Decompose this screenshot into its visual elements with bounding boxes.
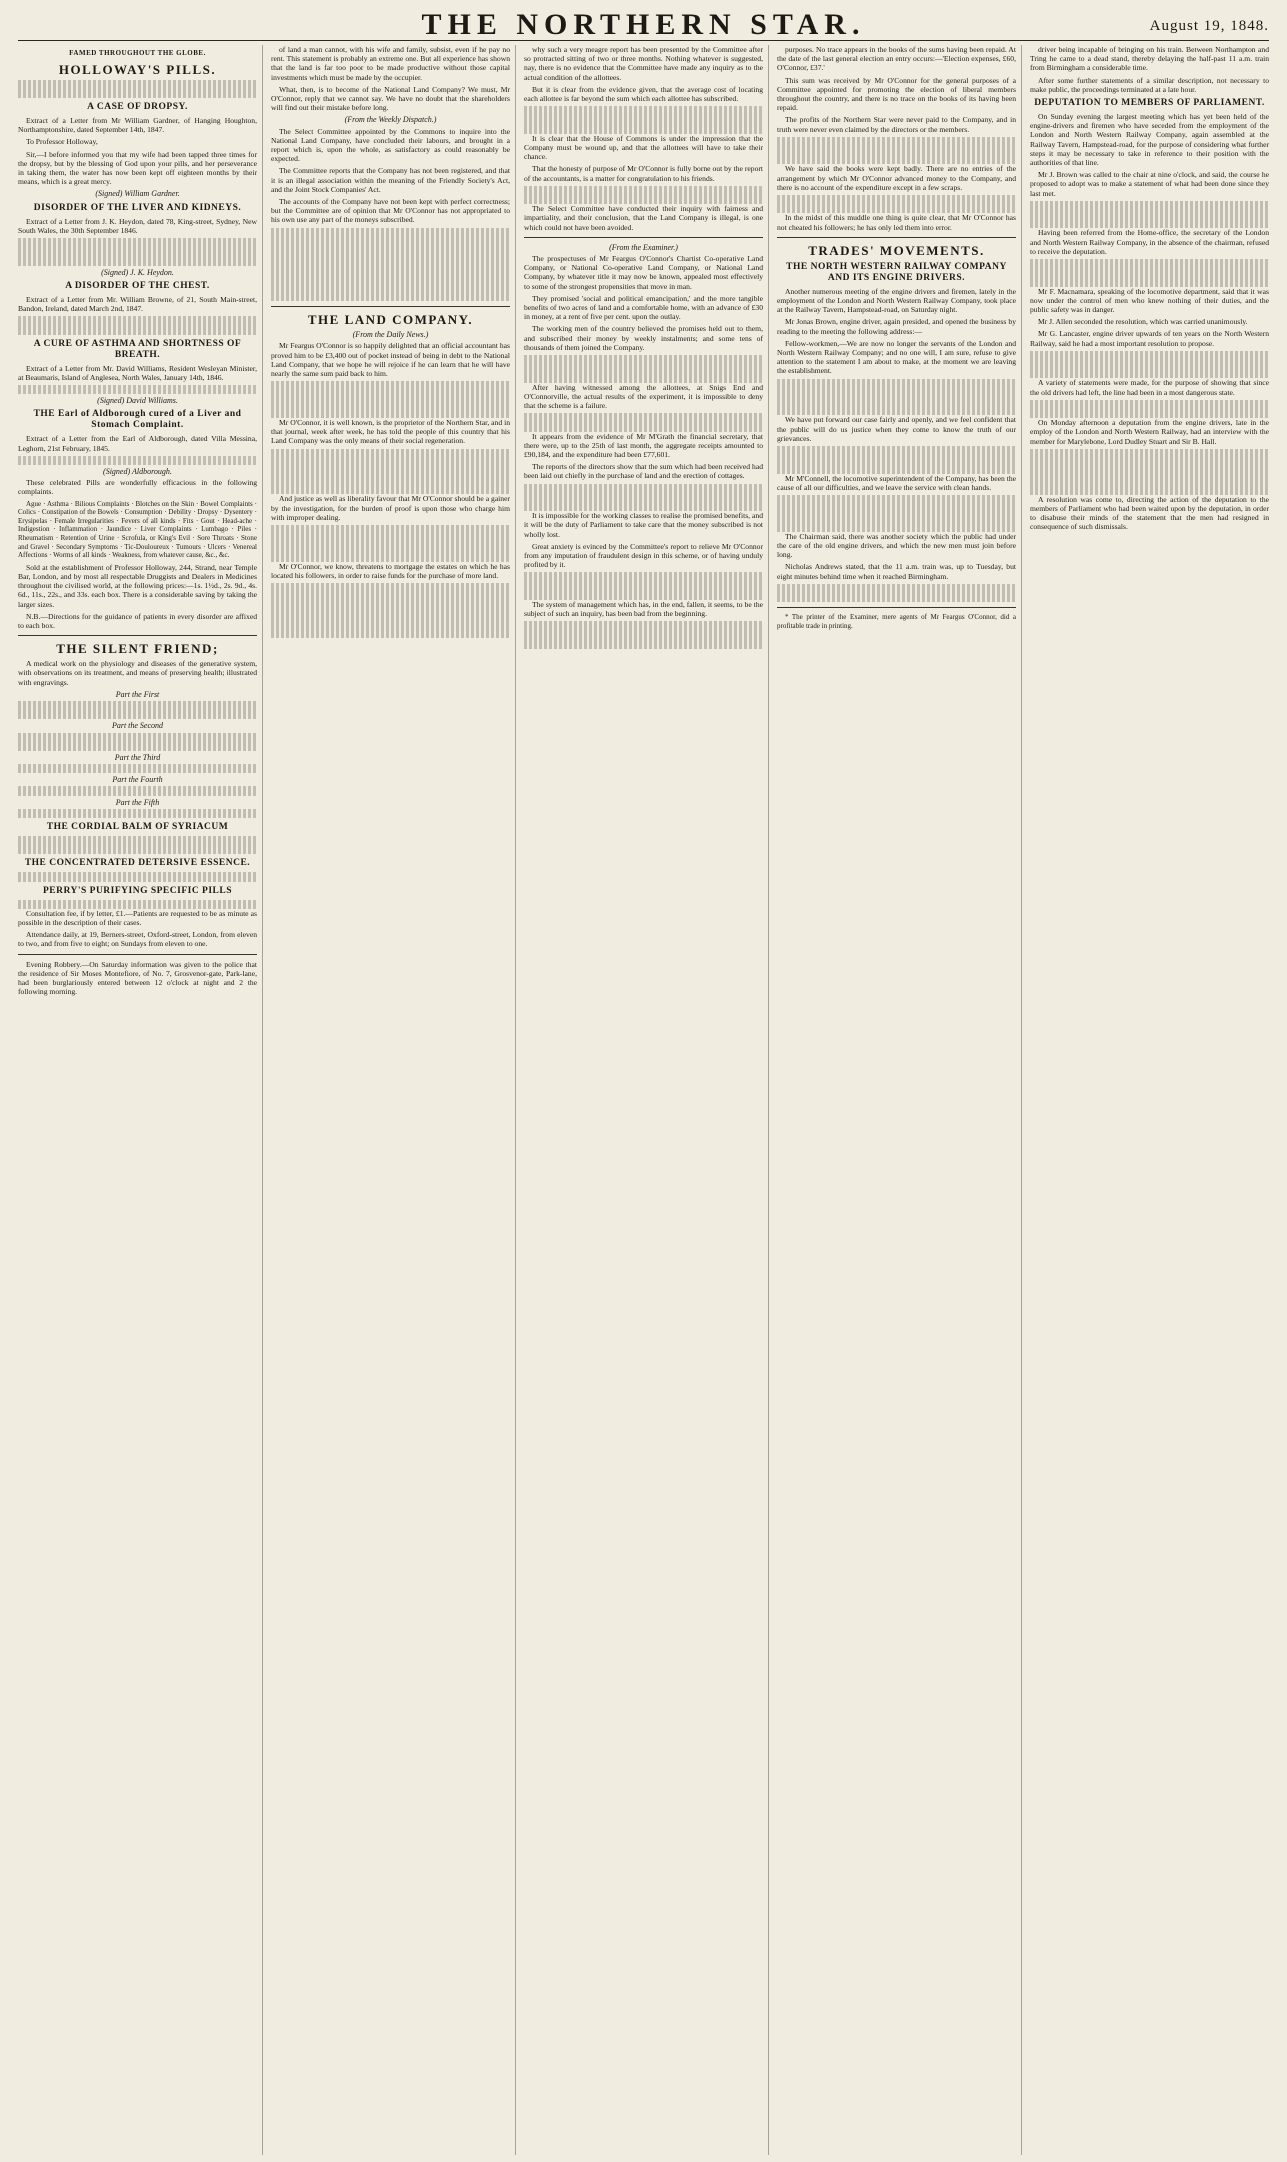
- column-4: [777, 45, 1022, 2155]
- paragraph: of land a man cannot, with his wife and family, subsist, even if he pay no rent. This statement is probably an extreme one. But all experience has shown that the land is far too poor to be made productive without those capital investments which must be made by the occupier.: [271, 45, 510, 82]
- section-heading: THE NORTH WESTERN RAILWAY COMPANY AND ITS ENGINE DRIVERS.: [786, 261, 1007, 283]
- illegible-text: [271, 390, 510, 399]
- part-heading: Part the Second: [111, 721, 164, 731]
- illegible-text: [271, 620, 510, 629]
- illegible-text: [271, 400, 510, 409]
- issue-date: August 19, 1848.: [1149, 18, 1269, 34]
- paragraph: The Chairman said, there was another society which the public had under the care of the old engine drivers, and which the new men must join before long.: [777, 531, 1016, 560]
- illegible-text: [524, 373, 763, 382]
- illegible-text: [18, 80, 257, 89]
- source-line: (From the Weekly Dispatch.): [344, 115, 437, 125]
- section-heading: PERRY'S PURIFYING SPECIFIC PILLS: [42, 885, 233, 896]
- illegible-text: [18, 872, 257, 881]
- illegible-text: [1030, 409, 1269, 418]
- paragraph: Extract of a Letter from Mr. David Williams, Resident Wesleyan Minister, at Beaumaris, Island of Anglesea, North Wales, January 14th, 1846.: [18, 363, 257, 382]
- divider: [18, 954, 257, 955]
- illegible-text: [1030, 277, 1269, 286]
- paragraph: That the honesty of purpose of Mr O'Connor is fully borne out by the report of the accountants, is a matter for congratulation to his friends.: [524, 164, 763, 183]
- illegible-text: [18, 786, 257, 795]
- paragraph: Great anxiety is evinced by the Committee's report to relieve Mr O'Connor from any imputation of fraudulent design in this scheme, or of having unduly profited by it.: [524, 541, 763, 570]
- part-heading: Part the Fifth: [115, 797, 160, 807]
- illegible-text: [524, 422, 763, 431]
- paragraph: Attendance daily, at 19, Berners-street, Oxford-street, London, from eleven to two, and from five to eight; on Sundays from eleven to one.: [18, 930, 257, 949]
- paragraph: After having witnessed among the allottees, at Snigs End and O'Connorville, the actual results of the experiment, it is impossible to deny that the scheme is a failure.: [524, 382, 763, 410]
- paragraph: And justice as well as liberality favour that Mr O'Connor should be a gainer by the investigation, for the burden of proof is upon those who charge him with improper dealing.: [271, 494, 510, 522]
- illegible-text: [1030, 400, 1269, 409]
- paragraph: Consultation fee, if by letter, £1.—Patients are requested to be as minute as possible in the description of their cases.: [18, 908, 257, 928]
- illegible-text: [777, 446, 1016, 455]
- illegible-text: [271, 583, 510, 592]
- illegible-text: [271, 292, 510, 301]
- illegible-text: [777, 204, 1016, 213]
- column-1: [18, 45, 263, 2155]
- section-heading: DEPUTATION TO MEMBERS OF PARLIAMENT.: [1034, 98, 1265, 109]
- illegible-text: [524, 413, 763, 422]
- illegible-text: [524, 502, 763, 511]
- illegible-text: [18, 256, 257, 265]
- section-heading: DISORDER OF THE LIVER AND KIDNEYS.: [33, 202, 242, 213]
- paragraph: Nicholas Andrews stated, that the 11 a.m. train was, up to Tuesday, but eight minutes behind time when it reached Birmingham.: [777, 562, 1016, 581]
- illegible-text: [524, 125, 763, 134]
- paragraph: why such a very meagre report has been presented by the Committee after so protracted sitting of two or three months. Nothing whatever is suggested, nay, there is no evidence that the Committee have made any inquiry as to the actual condition of the allottees.: [524, 45, 763, 82]
- paragraph: What, then, is to become of the National Land Company? We must, Mr O'Connor, reply that we cannot say. We have no doubt that the shareholders will find out their mistake before long.: [271, 84, 510, 113]
- part-heading: Part the First: [115, 689, 160, 699]
- column-3: [524, 45, 769, 2155]
- illegible-text: [1030, 201, 1269, 210]
- illegible-text: [524, 621, 763, 630]
- illegible-text: [271, 592, 510, 601]
- illegible-text: [271, 264, 510, 273]
- illegible-text: [18, 238, 257, 247]
- paragraph: A variety of statements were made, for the purpose of showing that since the old drivers had left, the line had been in a most dangerous state.: [1030, 378, 1269, 397]
- illegible-text: [777, 388, 1016, 397]
- illegible-text: [18, 89, 257, 98]
- illegible-text: [271, 409, 510, 418]
- paragraph: But it is clear from the evidence given, that the average cost of locating each allottee is far beyond the sum which each allottee has subscribed.: [524, 84, 763, 104]
- paragraph: This sum was received by Mr O'Connor for the general purposes of a Committee appointed for promoting the election of liberal members throughout the country, and there is no trace on the books of its having been repaid.: [777, 75, 1016, 113]
- holloway-title: HOLLOWAY'S PILLS.: [58, 61, 217, 77]
- paragraph: Extract of a Letter from Mr. William Browne, of 21, South Main-street, Bandon, Ireland, dated March 2nd, 1847.: [18, 294, 257, 313]
- section-heading: A CURE OF ASTHMA AND SHORTNESS OF BREATH.: [33, 338, 242, 360]
- illegible-text: [18, 900, 257, 909]
- illegible-text: [271, 629, 510, 638]
- paragraph: Mr G. Lancaster, engine driver upwards of ten years on the North Western Railway, said he had a most important resolution to propose.: [1030, 329, 1269, 348]
- paragraph: N.B.—Directions for the guidance of patients in every disorder are affixed to each box.: [18, 611, 257, 630]
- paragraph: After some further statements of a similar description, not necessary to make public, the proceedings terminated at a late hour.: [1030, 75, 1269, 94]
- illegible-text: [524, 572, 763, 581]
- paragraph: Mr M'Connell, the locomotive superintendent of the Company, has been the cause of all our difficulties, and we leave the service with clean hands.: [777, 473, 1016, 492]
- divider: [271, 306, 510, 307]
- illegible-text: [777, 137, 1016, 146]
- paragraph: The profits of the Northern Star were never paid to the Company, and in truth were never even claimed by the directors or the members.: [777, 115, 1016, 134]
- illegible-text: [271, 274, 510, 283]
- illegible-text: [271, 543, 510, 552]
- illegible-text: [524, 484, 763, 493]
- illegible-text: [18, 316, 257, 325]
- paragraph: In the midst of this muddle one thing is quite clear, that Mr O'Connor has not cheated his followers; he has only led them into error.: [777, 213, 1016, 232]
- paragraph: Extract of a Letter from the Earl of Aldborough, dated Villa Messina, Leghorn, 21st February, 1845.: [18, 434, 257, 453]
- part-heading: Part the Fourth: [112, 775, 163, 785]
- illegible-text: [18, 764, 257, 773]
- paragraph: purposes. No trace appears in the books of the sums having been repaid. At the date of the last general election an entry occurs:—'Election expenses, £60, O'Connor, £37.': [777, 45, 1016, 73]
- paragraph: Extract of a Letter from Mr William Gardner, of Hanging Houghton, Northamptonshire, dated September 14th, 1847.: [18, 115, 257, 135]
- illegible-text: [18, 742, 257, 751]
- illegible-text: [1030, 449, 1269, 458]
- illegible-text: [18, 845, 257, 854]
- signature: (Signed) Aldborough.: [103, 466, 172, 476]
- divider: [18, 635, 257, 636]
- illegible-text: [271, 602, 510, 611]
- illegible-text: [777, 513, 1016, 522]
- illegible-text: [1030, 458, 1269, 467]
- illegible-text: [777, 406, 1016, 415]
- illegible-text: [777, 397, 1016, 406]
- illegible-text: [777, 495, 1016, 504]
- paragraph: The Committee reports that the Company has not been registered, and that it is an illegal association within the meaning of the Friendly Society's Act, and the Joint Stock Companies' Act.: [271, 166, 510, 194]
- newspaper-title: THE NORTHERN STAR.: [421, 8, 866, 41]
- signature: (Signed) William Gardner.: [95, 189, 180, 199]
- paragraph: The Select Committee have conducted their inquiry with fairness and impartiality, and their conclusion, that the Land Company is illegal, is one which could not have been avoided.: [524, 204, 763, 232]
- paragraph: The reports of the directors show that the sum which had been received had been laid out chiefly in the purchase of land and the erection of cottages.: [524, 462, 763, 481]
- paragraph: A medical work on the physiology and diseases of the generative system, with observations on its treatment, and means of preserving health; illustrated with engravings.: [18, 659, 257, 687]
- paragraph: It appears from the evidence of Mr M'Grath the financial secretary, that there were, up to the 25th of last month, the aggregate receipts amounted to £90,184, and the expenditure had been £77,601.: [524, 431, 763, 459]
- paragraph: We have said the books were kept badly. There are no entries of the arrangement by which Mr O'Connor advanced money to the Company, and there is no account of the expenditure except in a few scraps.: [777, 164, 1016, 192]
- illegible-text: [1030, 268, 1269, 277]
- paragraph: Evening Robbery.—On Saturday information was given to the police that the residence of Sir Moses Montefiore, of No. 7, Grosvenor-gate, Park-lane, had been burglariously entered between 12 o'clock at night and 2 the following morning.: [18, 959, 257, 997]
- illegible-text: [271, 476, 510, 485]
- illegible-text: [524, 106, 763, 115]
- illegible-text: [524, 195, 763, 204]
- illegible-text: [777, 146, 1016, 155]
- divider: [777, 607, 1016, 608]
- source-line: (From the Examiner.): [609, 242, 678, 252]
- illegible-text: [524, 640, 763, 649]
- illegible-text: [777, 593, 1016, 602]
- paragraph: driver being incapable of bringing on his train. Between Northampton and Tring he came to a dead stand, thereby delaying the half-past 11 a.m. train from Birmingham a considerable time.: [1030, 45, 1269, 73]
- illegible-text: [524, 493, 763, 502]
- illegible-text: [777, 504, 1016, 513]
- illegible-text: [777, 155, 1016, 164]
- illegible-text: [524, 591, 763, 600]
- signature: (Signed) J. K. Heydon.: [101, 267, 174, 277]
- illegible-text: [18, 456, 257, 465]
- illegible-text: [1030, 351, 1269, 360]
- paragraph: The prospectuses of Mr Feargus O'Connor's Chartist Co-operative Land Company, or National Co-operative Land Company, or National Land Company, by whatever title it may now be known, appealed most effectively to some of the strongest propensities that move in man.: [524, 253, 763, 291]
- illegible-text: [271, 553, 510, 562]
- paragraph: Mr F. Macnamara, speaking of the locomotive department, said that it was now under the control of men who knew nothing of their duties, and the public safety was in danger.: [1030, 286, 1269, 314]
- illegible-text: [1030, 210, 1269, 219]
- divider: [777, 237, 1016, 238]
- signature: (Signed) David Williams.: [97, 396, 178, 406]
- illegible-text: [524, 364, 763, 373]
- paragraph: We have put forward our case fairly and openly, and we feel confident that the public will do us justice when they come to know the truth of our grievances.: [777, 415, 1016, 443]
- illegible-text: [1030, 369, 1269, 378]
- paragraph: Sir,—I before informed you that my wife had been tapped three times for the dropsy, but by the blessing of God upon your pills, and her perseverance in taking them, the water has now been kept off eighteen months by their means, which is a great mercy.: [18, 149, 257, 187]
- illegible-text: [1030, 476, 1269, 485]
- columns: [18, 45, 1269, 2155]
- illegible-text: [271, 485, 510, 494]
- illegible-text: [271, 467, 510, 476]
- source-line: (From the Daily News.): [352, 330, 429, 340]
- illegible-text: [271, 255, 510, 264]
- paragraph: It is impossible for the working classes to realise the promised benefits, and it will be the duty of Parliament to take care that the money subscribed is not wholly lost.: [524, 511, 763, 539]
- illegible-text: [18, 247, 257, 256]
- illegible-text: [18, 733, 257, 742]
- masthead: [18, 6, 1269, 41]
- illegible-text: [18, 710, 257, 719]
- paragraph: Having been referred from the Home-office, the secretary of the London and North Western Railway Company, in the absence of the chairman, refused to receive the deputation.: [1030, 228, 1269, 256]
- section-heading: A CASE OF DROPSY.: [87, 101, 188, 112]
- paragraph: Mr J. Allen seconded the resolution, which was carried unanimously.: [1038, 317, 1248, 327]
- divider: [524, 237, 763, 238]
- illegible-text: [777, 584, 1016, 593]
- paragraph: Sold at the establishment of Professor Holloway, 244, Strand, near Temple Bar, London, and by most all respectable Druggists and Dealers in Medicines throughout the civilised world, at the following prices:—1s. 1½d., 2s. 9d., 4s. 6d., 11s., 22s., and 33s. each box. There is a considerable saving by taking the larger sizes.: [18, 562, 257, 609]
- column-5: [1030, 45, 1269, 2155]
- illegible-text: [1030, 360, 1269, 369]
- illegible-text: [271, 534, 510, 543]
- illegible-text: [524, 115, 763, 124]
- trades-title: TRADES' MOVEMENTS.: [808, 242, 985, 258]
- illegible-text: [777, 379, 1016, 388]
- column-2: [271, 45, 516, 2155]
- paragraph: Mr J. Brown was called to the chair at nine o'clock, and said, the course he proposed to adopt was to make a statement of what had been done since they last met.: [1030, 170, 1269, 198]
- paragraph: Extract of a Letter from J. K. Heydon, dated 78, King-street, Sydney, New South Wales, the 30th September 1846.: [18, 216, 257, 235]
- illegible-text: [271, 246, 510, 255]
- illegible-text: [777, 464, 1016, 473]
- paragraph: To Professor Holloway,: [26, 137, 98, 147]
- land-company-title: THE LAND COMPANY.: [307, 312, 474, 328]
- silent-friend-title: THE SILENT FRIEND;: [56, 641, 219, 657]
- illegible-text: [271, 525, 510, 534]
- illegible-text: [524, 631, 763, 640]
- illegible-text: [1030, 467, 1269, 476]
- illegible-text: [1030, 259, 1269, 268]
- illegible-text: [18, 701, 257, 710]
- illegible-text: [18, 836, 257, 845]
- illegible-text: [271, 449, 510, 458]
- illegible-text: [271, 283, 510, 292]
- illegible-text: [777, 523, 1016, 532]
- paragraph: Fellow-workmen,—We are now no longer the servants of the London and North Western Railway Company; and no one will, I am sure, refuse to give attention to the statement I am about to make, at the moment we are leaving the establishment.: [777, 338, 1016, 376]
- paragraph: The Select Committee appointed by the Commons to inquire into the National Land Company, have concluded their labours, and brought in a report which is, upon the whole, as satisfactory as could reasonably be expected.: [271, 126, 510, 164]
- paragraph: Mr Feargus O'Connor is so happily delighted that an official accountant has proved him to be £3,400 out of pocket instead of being in debt to the National Land Company, that we hope he will rejoice if he can learn that he will have nearly the same sum paid back to him.: [271, 341, 510, 378]
- illegible-text: [524, 186, 763, 195]
- part-heading: Part the Third: [114, 752, 161, 762]
- illegible-text: [777, 195, 1016, 204]
- illegible-text: [271, 228, 510, 237]
- illegible-text: [271, 381, 510, 390]
- illegible-text: [18, 809, 257, 818]
- paragraph: The system of management which has, in the end, fallen, it seems, to be the subject of such an inquiry, has been bad from the beginning.: [524, 599, 763, 619]
- illegible-text: [271, 237, 510, 246]
- illegible-text: [524, 355, 763, 364]
- paragraph: The working men of the country believed the promises held out to them, and subscribed their money by weekly instalments; and some tens of thousands of them joined the Company.: [524, 324, 763, 352]
- paragraph: Mr O'Connor, it is well known, is the proprietor of the Northern Star, and in that journal, week after week, he has told the people of this country that his Land Company was the only means of their social regeneration.: [271, 417, 510, 446]
- paragraph: The accounts of the Company have not been kept with perfect correctness; but the Committee are of opinion that Mr O'Connor has not appropriated to his own use any part of the moneys subscribed.: [271, 197, 510, 225]
- paragraph: Another numerous meeting of the engine drivers and firemen, lately in the employment of the London and North Western Railway Company, took place at the Railway Tavern, Hampstead-road, on Saturday night.: [777, 286, 1016, 315]
- footnote: * The printer of the Examiner, mere agents of Mr Feargus O'Connor, did a profitable trade in printing.: [777, 613, 1016, 630]
- complaints-list: Ague · Asthma · Bilious Complaints · Blotches on the Skin · Bowel Complaints · Colics · Constipation of the Bowels · Consumption · Debility · Dropsy · Dysentery · Erysipelas · Female Irregularities · Fevers of all kinds · Fits · Gout · Head-ache · Indigestion · Inflammation · Jaundice · Liver Complaints · Lumbago · Piles · Rheumatism · Retention of Urine · Scrofula, or King's Evil · Sore Throats · Stone and Gravel · Secondary Symptoms · Tic-Douloureux · Tumours · Ulcers · Venereal Affections · Worms of all kinds · Weakness, from whatever cause, &c., &c.: [18, 499, 257, 560]
- section-heading: A DISORDER OF THE CHEST.: [65, 280, 210, 291]
- section-heading: THE Earl of Aldborough cured of a Liver and Stomach Complaint.: [33, 409, 242, 431]
- illegible-text: [1030, 486, 1269, 495]
- paragraph: Mr O'Connor, we know, threatens to mortgage the estates on which he has located his followers, in order to raise funds for the purchase of more land.: [271, 561, 510, 581]
- paragraph: On Monday afternoon a deputation from the engine drivers, late in the employ of the London and North Western Railway, had an interview with the member for Marylebone, Lord Dudley Stuart and Sir B. Hall.: [1030, 418, 1269, 446]
- paragraph: They promised 'social and political emancipation,' and the more tangible benefits of two acres of land and a comfortable home, with an advance of £30 in money, at a rent of five per cent. upon the outlay.: [524, 293, 763, 322]
- section-heading: THE CONCENTRATED DETERSIVE ESSENCE.: [24, 858, 251, 869]
- illegible-text: [524, 582, 763, 591]
- kicker: FAMED THROUGHOUT THE GLOBE.: [69, 49, 206, 57]
- illegible-text: [271, 458, 510, 467]
- paragraph: It is clear that the House of Commons is under the impression that the Company must be wound up, and that the allottees will have to take their chance.: [524, 133, 763, 162]
- paragraph: On Sunday evening the largest meeting which has yet been held of the engine-drivers and firemen who have seceded from the employment of the London and North Western Railway Company, again assembled at the Railway Tavern, Hampstead-road, for the purpose of considering what further steps it may be necessary to take in reference to their position with the authorities of that line.: [1030, 112, 1269, 168]
- paragraph: A resolution was come to, directing the action of the deputation to the members of Parliament who had been waited upon by the deputation, in order to disabuse their minds of the statement that the men had resigned in consequence of such dismissals.: [1030, 494, 1269, 532]
- section-heading: THE CORDIAL BALM OF SYRIACUM: [46, 822, 229, 833]
- illegible-text: [18, 385, 257, 394]
- illegible-text: [777, 455, 1016, 464]
- illegible-text: [1030, 219, 1269, 228]
- paragraph: Mr Jonas Brown, engine driver, again presided, and opened the business by reading to the meeting the following address:—: [777, 317, 1016, 336]
- illegible-text: [271, 611, 510, 620]
- illegible-text: [18, 325, 257, 334]
- paragraph: These celebrated Pills are wonderfully efficacious in the following complaints.: [18, 478, 257, 497]
